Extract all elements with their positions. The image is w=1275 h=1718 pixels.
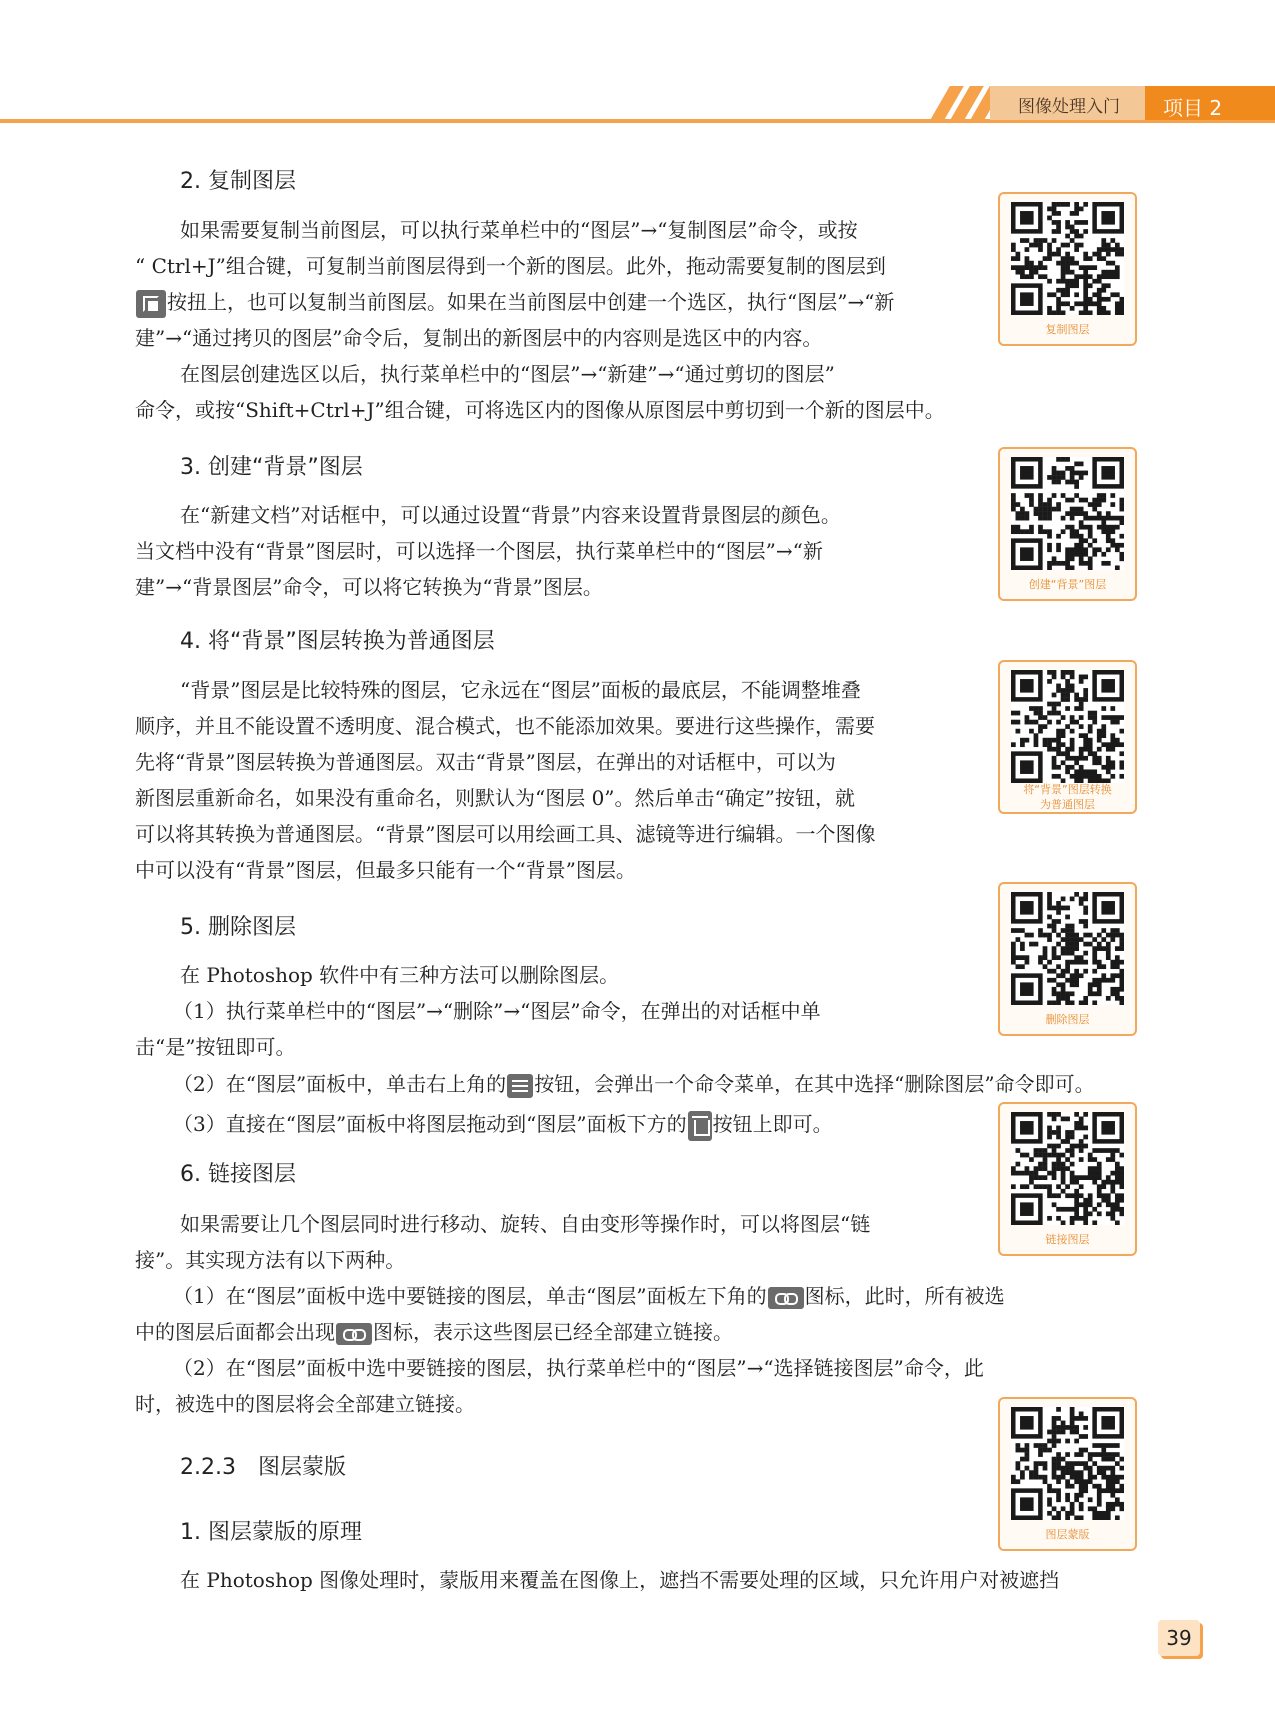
qr-card-create-background[interactable]: [998, 447, 1137, 601]
text-line: 在图层创建选区以后，执行菜单栏中的“图层”→“新建”→“通过剪切的图层”: [180, 362, 835, 386]
text-line: 图标，此时，所有被选: [804, 1284, 1005, 1308]
qr-card-convert-background[interactable]: [998, 660, 1137, 814]
paragraph-create-background: [135, 497, 975, 605]
page-number: 39: [1158, 1620, 1200, 1656]
panel-menu-icon: [507, 1074, 533, 1098]
paragraph-delete-method-3: [135, 1106, 975, 1142]
text-line: 在 Photoshop 软件中有三种方法可以删除图层。: [180, 963, 620, 987]
paragraph-copy-layer-2: [135, 356, 975, 428]
text-line: “背景”图层是比较特殊的图层，它永远在“图层”面板的最底层，不能调整堆叠: [180, 678, 861, 702]
paragraph-copy-layer-1: [135, 212, 975, 356]
text-line: 中可以没有“背景”图层，但最多只能有一个“背景”图层。: [135, 858, 636, 882]
section-title-layer-mask: 2.2.3 图层蒙版: [180, 1455, 346, 1480]
text-line: 在 Photoshop 图像处理时，蒙版用来覆盖在图像上，遮挡不需要处理的区域，只允许用户对被遮挡: [180, 1568, 1060, 1592]
paragraph-link-methods: [135, 1278, 1140, 1422]
text-line: 图标，表示这些图层已经全部建立链接。: [373, 1320, 733, 1344]
paragraph-delete-layer: [135, 957, 975, 1065]
qr-label: 创建“背景”图层: [1028, 578, 1107, 591]
section-title-convert-background: 4. 将“背景”图层转换为普通图层: [180, 629, 495, 654]
section-title-copy-layer: 2. 复制图层: [180, 169, 296, 194]
qr-code-icon: [1011, 457, 1124, 570]
qr-card-delete-layer[interactable]: [998, 882, 1137, 1036]
text-line: （1）执行菜单栏中的“图层”→“删除”→“图层”命令，在弹出的对话框中单: [173, 999, 821, 1023]
qr-label: 删除图层: [1045, 1013, 1090, 1026]
link-icon: [768, 1287, 804, 1309]
text-line: 按钮，会弹出一个命令菜单，在其中选择“删除图层”命令即可。: [534, 1072, 1095, 1096]
section-title-mask-principle: 1. 图层蒙版的原理: [180, 1520, 362, 1545]
paragraph-convert-background: [135, 672, 975, 888]
qr-code-icon: [1011, 892, 1124, 1005]
qr-label: 复制图层: [1045, 323, 1090, 336]
qr-code-icon: [1011, 670, 1124, 783]
text-line: 如果需要让几个图层同时进行移动、旋转、自由变形等操作时，可以将图层“链: [180, 1212, 871, 1236]
text-line: “ Ctrl+J”组合键，可复制当前图层得到一个新的图层。此外，拖动需要复制的图层到: [135, 254, 886, 278]
text-line: （2）在“图层”面板中，单击右上角的: [173, 1072, 507, 1096]
text-line: 按扭上，也可以复制当前图层。如果在当前图层中创建一个选区，执行“图层”→“新: [167, 290, 895, 314]
qr-card-link-layers[interactable]: [998, 1102, 1137, 1256]
trash-icon: [688, 1111, 712, 1141]
text-line: 建”→“通过拷贝的图层”命令后，复制出的新图层中的内容则是选区中的内容。: [135, 326, 823, 350]
text-line: 时，被选中的图层将会全部建立链接。: [135, 1392, 475, 1416]
paragraph-link-layers: [135, 1206, 975, 1278]
text-line: （1）在“图层”面板中选中要链接的图层，单击“图层”面板左下角的: [173, 1284, 767, 1308]
text-line: 命令，或按“Shift+Ctrl+J”组合键，可将选区内的图像从原图层中剪切到一个新的图层中。: [135, 398, 945, 422]
qr-code-icon: [1011, 202, 1124, 315]
link-icon: [336, 1323, 372, 1345]
qr-code-icon: [1011, 1112, 1124, 1225]
text-line: 中的图层后面都会出现: [135, 1320, 335, 1344]
section-title-create-background: 3. 创建“背景”图层: [180, 455, 363, 480]
qr-label: 将“背景”图层转换: [1023, 783, 1112, 796]
text-line: 新图层重新命名，如果没有重命名，则默认为“图层 0”。然后单击“确定”按钮，就: [135, 786, 855, 810]
text-line: （3）直接在“图层”面板中将图层拖动到“图层”面板下方的: [173, 1112, 687, 1136]
qr-code-icon: [1011, 1407, 1124, 1520]
text-line: 接”。其实现方法有以下两种。: [135, 1248, 406, 1272]
text-line: 击“是”按钮即可。: [135, 1035, 296, 1059]
text-line: 可以将其转换为普通图层。“背景”图层可以用绘画工具、滤镜等进行编辑。一个图像: [135, 822, 876, 846]
text-line: 按钮上即可。: [712, 1112, 833, 1136]
qr-card-layer-mask[interactable]: [998, 1397, 1137, 1551]
text-line: 当文档中没有“背景”图层时，可以选择一个图层，执行菜单栏中的“图层”→“新: [135, 539, 823, 563]
text-line: 如果需要复制当前图层，可以执行菜单栏中的“图层”→“复制图层”命令，或按: [180, 218, 858, 242]
header-subtitle: 图像处理入门: [1018, 97, 1120, 117]
text-line: 先将“背景”图层转换为普通图层。双击“背景”图层，在弹出的对话框中，可以为: [135, 750, 836, 774]
new-layer-icon: [136, 290, 166, 318]
text-line: （2）在“图层”面板中选中要链接的图层，执行菜单栏中的“图层”→“选择链接图层”命令，此: [173, 1356, 984, 1380]
text-line: 在“新建文档”对话框中，可以通过设置“背景”内容来设置背景图层的颜色。: [180, 503, 841, 527]
text-line: 建”→“背景图层”命令，可以将它转换为“背景”图层。: [135, 575, 603, 599]
paragraph-mask-principle: [135, 1562, 1140, 1598]
qr-card-copy-layer[interactable]: [998, 192, 1137, 346]
header-project: 项目 2: [1163, 96, 1223, 120]
section-title-delete-layer: 5. 删除图层: [180, 915, 296, 940]
section-title-link-layers: 6. 链接图层: [180, 1162, 296, 1187]
qr-label: 链接图层: [1045, 1233, 1090, 1246]
text-line: 顺序，并且不能设置不透明度、混合模式，也不能添加效果。要进行这些操作，需要: [135, 714, 875, 738]
paragraph-delete-method-2: [135, 1066, 1140, 1102]
qr-label: 图层蒙版: [1045, 1528, 1090, 1541]
qr-label: 为普通图层: [1040, 798, 1095, 811]
